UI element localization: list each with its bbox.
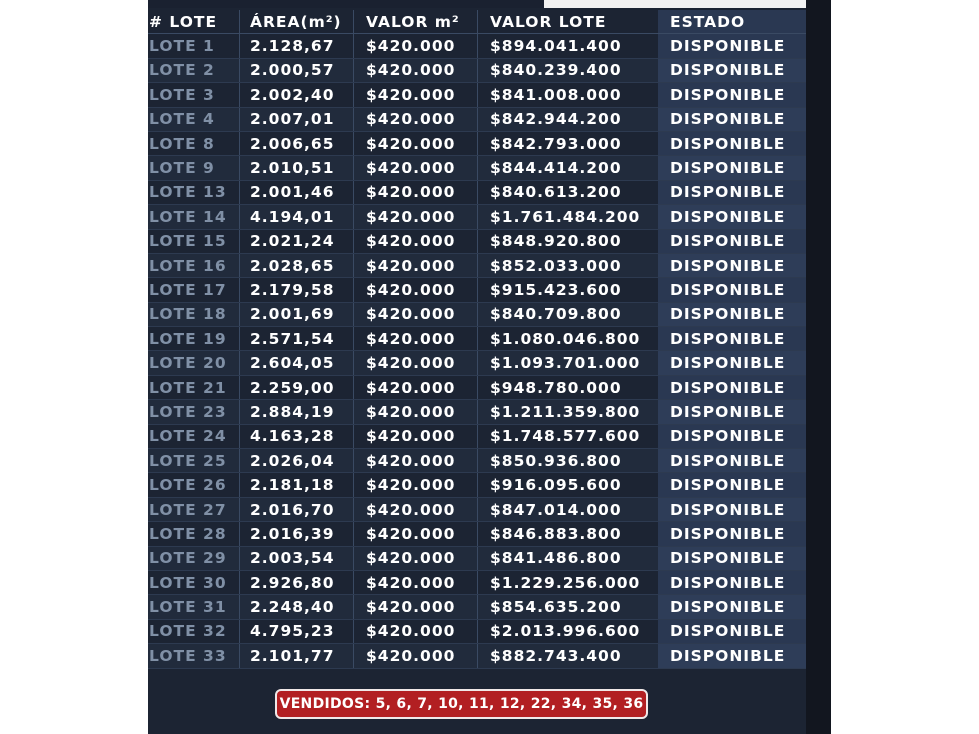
header-valor-lote: VALOR LOTE — [477, 10, 658, 33]
cell-valor-lote: $847.014.000 — [477, 498, 658, 521]
cell-area: 4.194,01 — [239, 205, 353, 228]
table-row — [148, 254, 806, 278]
cell-valor-lote: $842.944.200 — [477, 108, 658, 131]
table-row — [148, 205, 806, 229]
cell-valor-m2: $420.000 — [353, 522, 477, 545]
panel-edge — [806, 0, 831, 734]
cell-estado: DISPONIBLE — [658, 351, 806, 374]
cell-estado: DISPONIBLE — [658, 644, 806, 667]
cell-estado: DISPONIBLE — [658, 34, 806, 57]
cell-valor-m2: $420.000 — [353, 83, 477, 106]
cell-lote: LOTE 28 — [149, 524, 227, 543]
cell-estado: DISPONIBLE — [658, 303, 806, 326]
cell-valor-m2: $420.000 — [353, 595, 477, 618]
cell-valor-lote: $854.635.200 — [477, 595, 658, 618]
cell-lote: LOTE 29 — [149, 549, 227, 568]
cell-lote: LOTE 25 — [149, 451, 227, 470]
cell-lote: LOTE 30 — [149, 573, 227, 592]
cell-valor-lote: $1.211.359.800 — [477, 400, 658, 423]
cell-valor-m2: $420.000 — [353, 449, 477, 472]
cell-lote: LOTE 21 — [149, 378, 227, 397]
cell-lote: LOTE 18 — [149, 305, 227, 324]
cell-estado: DISPONIBLE — [658, 59, 806, 82]
cell-estado: DISPONIBLE — [658, 595, 806, 618]
table-row — [148, 620, 806, 644]
table-row — [148, 571, 806, 595]
cell-valor-lote: $1.229.256.000 — [477, 571, 658, 594]
cell-area: 4.163,28 — [239, 425, 353, 448]
header-estado: ESTADO — [658, 10, 806, 33]
cell-estado: DISPONIBLE — [658, 376, 806, 399]
cell-lote: LOTE 9 — [149, 159, 215, 178]
cell-valor-m2: $420.000 — [353, 205, 477, 228]
cell-valor-m2: $420.000 — [353, 351, 477, 374]
cell-valor-lote: $1.761.484.200 — [477, 205, 658, 228]
cell-lote: LOTE 16 — [149, 256, 227, 275]
cell-area: 2.128,67 — [239, 34, 353, 57]
cell-lote: LOTE 1 — [149, 37, 215, 56]
table-row — [148, 303, 806, 327]
cell-area: 2.016,70 — [239, 498, 353, 521]
sold-banner: VENDIDOS: 5, 6, 7, 10, 11, 12, 22, 34, 35, 36 — [275, 689, 648, 719]
cell-estado: DISPONIBLE — [658, 230, 806, 253]
table-row — [148, 522, 806, 546]
cell-area: 2.101,77 — [239, 644, 353, 667]
cell-area: 2.604,05 — [239, 351, 353, 374]
cell-valor-lote: $2.013.996.600 — [477, 620, 658, 643]
cell-lote: LOTE 26 — [149, 476, 227, 495]
cell-lote: LOTE 20 — [149, 354, 227, 373]
table-row — [148, 83, 806, 107]
cell-valor-lote: $840.239.400 — [477, 59, 658, 82]
table-row — [148, 473, 806, 497]
cell-area: 2.571,54 — [239, 327, 353, 350]
cell-area: 2.248,40 — [239, 595, 353, 618]
cell-lote: LOTE 14 — [149, 207, 227, 226]
cell-valor-m2: $420.000 — [353, 376, 477, 399]
cell-area: 2.003,54 — [239, 547, 353, 570]
cell-area: 2.026,04 — [239, 449, 353, 472]
cell-valor-m2: $420.000 — [353, 108, 477, 131]
cell-estado: DISPONIBLE — [658, 205, 806, 228]
table-body — [148, 34, 806, 668]
cell-lote: LOTE 23 — [149, 402, 227, 421]
cell-estado: DISPONIBLE — [658, 181, 806, 204]
cell-valor-lote: $840.709.800 — [477, 303, 658, 326]
table-row — [148, 132, 806, 156]
cell-valor-m2: $420.000 — [353, 181, 477, 204]
table-row — [148, 547, 806, 571]
cell-valor-m2: $420.000 — [353, 34, 477, 57]
cell-valor-m2: $420.000 — [353, 425, 477, 448]
cell-valor-lote: $1.748.577.600 — [477, 425, 658, 448]
table-row — [148, 498, 806, 522]
cell-area: 2.016,39 — [239, 522, 353, 545]
cell-valor-lote: $840.613.200 — [477, 181, 658, 204]
table-row — [148, 400, 806, 424]
cell-area: 2.000,57 — [239, 59, 353, 82]
cell-area: 2.007,01 — [239, 108, 353, 131]
cell-valor-lote: $915.423.600 — [477, 278, 658, 301]
table-row — [148, 351, 806, 375]
cell-valor-m2: $420.000 — [353, 132, 477, 155]
cell-estado: DISPONIBLE — [658, 108, 806, 131]
cell-lote: LOTE 27 — [149, 500, 227, 519]
cell-valor-m2: $420.000 — [353, 571, 477, 594]
lots-table — [148, 10, 806, 669]
table-row — [148, 230, 806, 254]
cell-area: 2.010,51 — [239, 156, 353, 179]
table-row — [148, 108, 806, 132]
cell-valor-m2: $420.000 — [353, 327, 477, 350]
cell-area: 2.179,58 — [239, 278, 353, 301]
cell-valor-lote: $852.033.000 — [477, 254, 658, 277]
cell-valor-m2: $420.000 — [353, 620, 477, 643]
cell-valor-m2: $420.000 — [353, 473, 477, 496]
cell-valor-m2: $420.000 — [353, 303, 477, 326]
cell-valor-lote: $850.936.800 — [477, 449, 658, 472]
top-strip-light — [544, 0, 806, 8]
table-row — [148, 376, 806, 400]
table-row — [148, 59, 806, 83]
cell-estado: DISPONIBLE — [658, 498, 806, 521]
cell-estado: DISPONIBLE — [658, 571, 806, 594]
cell-lote: LOTE 32 — [149, 622, 227, 641]
cell-valor-lote: $882.743.400 — [477, 644, 658, 667]
cell-estado: DISPONIBLE — [658, 400, 806, 423]
cell-lote: LOTE 4 — [149, 110, 215, 129]
cell-valor-m2: $420.000 — [353, 644, 477, 667]
cell-area: 2.006,65 — [239, 132, 353, 155]
cell-valor-lote: $848.920.800 — [477, 230, 658, 253]
table-row — [148, 425, 806, 449]
cell-valor-lote: $841.486.800 — [477, 547, 658, 570]
cell-estado: DISPONIBLE — [658, 278, 806, 301]
cell-estado: DISPONIBLE — [658, 254, 806, 277]
cell-valor-m2: $420.000 — [353, 278, 477, 301]
cell-estado: DISPONIBLE — [658, 156, 806, 179]
cell-lote: LOTE 24 — [149, 427, 227, 446]
cell-lote: LOTE 15 — [149, 232, 227, 251]
header-lote: # LOTE — [149, 12, 218, 31]
table-row — [148, 327, 806, 351]
table-row — [148, 595, 806, 619]
cell-lote: LOTE 31 — [149, 598, 227, 617]
cell-valor-m2: $420.000 — [353, 254, 477, 277]
cell-lote: LOTE 3 — [149, 85, 215, 104]
cell-estado: DISPONIBLE — [658, 620, 806, 643]
cell-valor-lote: $948.780.000 — [477, 376, 658, 399]
cell-valor-m2: $420.000 — [353, 156, 477, 179]
table-row — [148, 156, 806, 180]
cell-valor-lote: $916.095.600 — [477, 473, 658, 496]
cell-area: 2.001,69 — [239, 303, 353, 326]
cell-valor-lote: $846.883.800 — [477, 522, 658, 545]
cell-estado: DISPONIBLE — [658, 522, 806, 545]
cell-estado: DISPONIBLE — [658, 425, 806, 448]
cell-valor-lote: $1.080.046.800 — [477, 327, 658, 350]
cell-valor-lote: $1.093.701.000 — [477, 351, 658, 374]
table-row — [148, 181, 806, 205]
table-header-row — [148, 10, 806, 34]
cell-lote: LOTE 33 — [149, 646, 227, 665]
cell-area: 4.795,23 — [239, 620, 353, 643]
cell-lote: LOTE 17 — [149, 280, 227, 299]
cell-estado: DISPONIBLE — [658, 132, 806, 155]
table-row — [148, 34, 806, 58]
cell-area: 2.884,19 — [239, 400, 353, 423]
header-area: ÁREA(m²) — [239, 10, 353, 33]
cell-area: 2.021,24 — [239, 230, 353, 253]
cell-estado: DISPONIBLE — [658, 327, 806, 350]
cell-lote: LOTE 13 — [149, 183, 227, 202]
cell-valor-m2: $420.000 — [353, 547, 477, 570]
cell-valor-lote: $841.008.000 — [477, 83, 658, 106]
cell-lote: LOTE 8 — [149, 134, 215, 153]
cell-area: 2.001,46 — [239, 181, 353, 204]
cell-estado: DISPONIBLE — [658, 547, 806, 570]
header-valor-m2: VALOR m² — [353, 10, 477, 33]
table-row — [148, 278, 806, 302]
cell-area: 2.028,65 — [239, 254, 353, 277]
cell-valor-m2: $420.000 — [353, 230, 477, 253]
cell-area: 2.002,40 — [239, 83, 353, 106]
table-row — [148, 449, 806, 473]
cell-area: 2.259,00 — [239, 376, 353, 399]
cell-estado: DISPONIBLE — [658, 449, 806, 472]
cell-lote: LOTE 19 — [149, 329, 227, 348]
cell-valor-m2: $420.000 — [353, 400, 477, 423]
cell-valor-m2: $420.000 — [353, 59, 477, 82]
cell-area: 2.181,18 — [239, 473, 353, 496]
cell-valor-lote: $894.041.400 — [477, 34, 658, 57]
cell-valor-lote: $844.414.200 — [477, 156, 658, 179]
cell-valor-lote: $842.793.000 — [477, 132, 658, 155]
cell-lote: LOTE 2 — [149, 61, 215, 80]
table-row — [148, 644, 806, 668]
cell-area: 2.926,80 — [239, 571, 353, 594]
cell-estado: DISPONIBLE — [658, 83, 806, 106]
cell-valor-m2: $420.000 — [353, 498, 477, 521]
cell-estado: DISPONIBLE — [658, 473, 806, 496]
